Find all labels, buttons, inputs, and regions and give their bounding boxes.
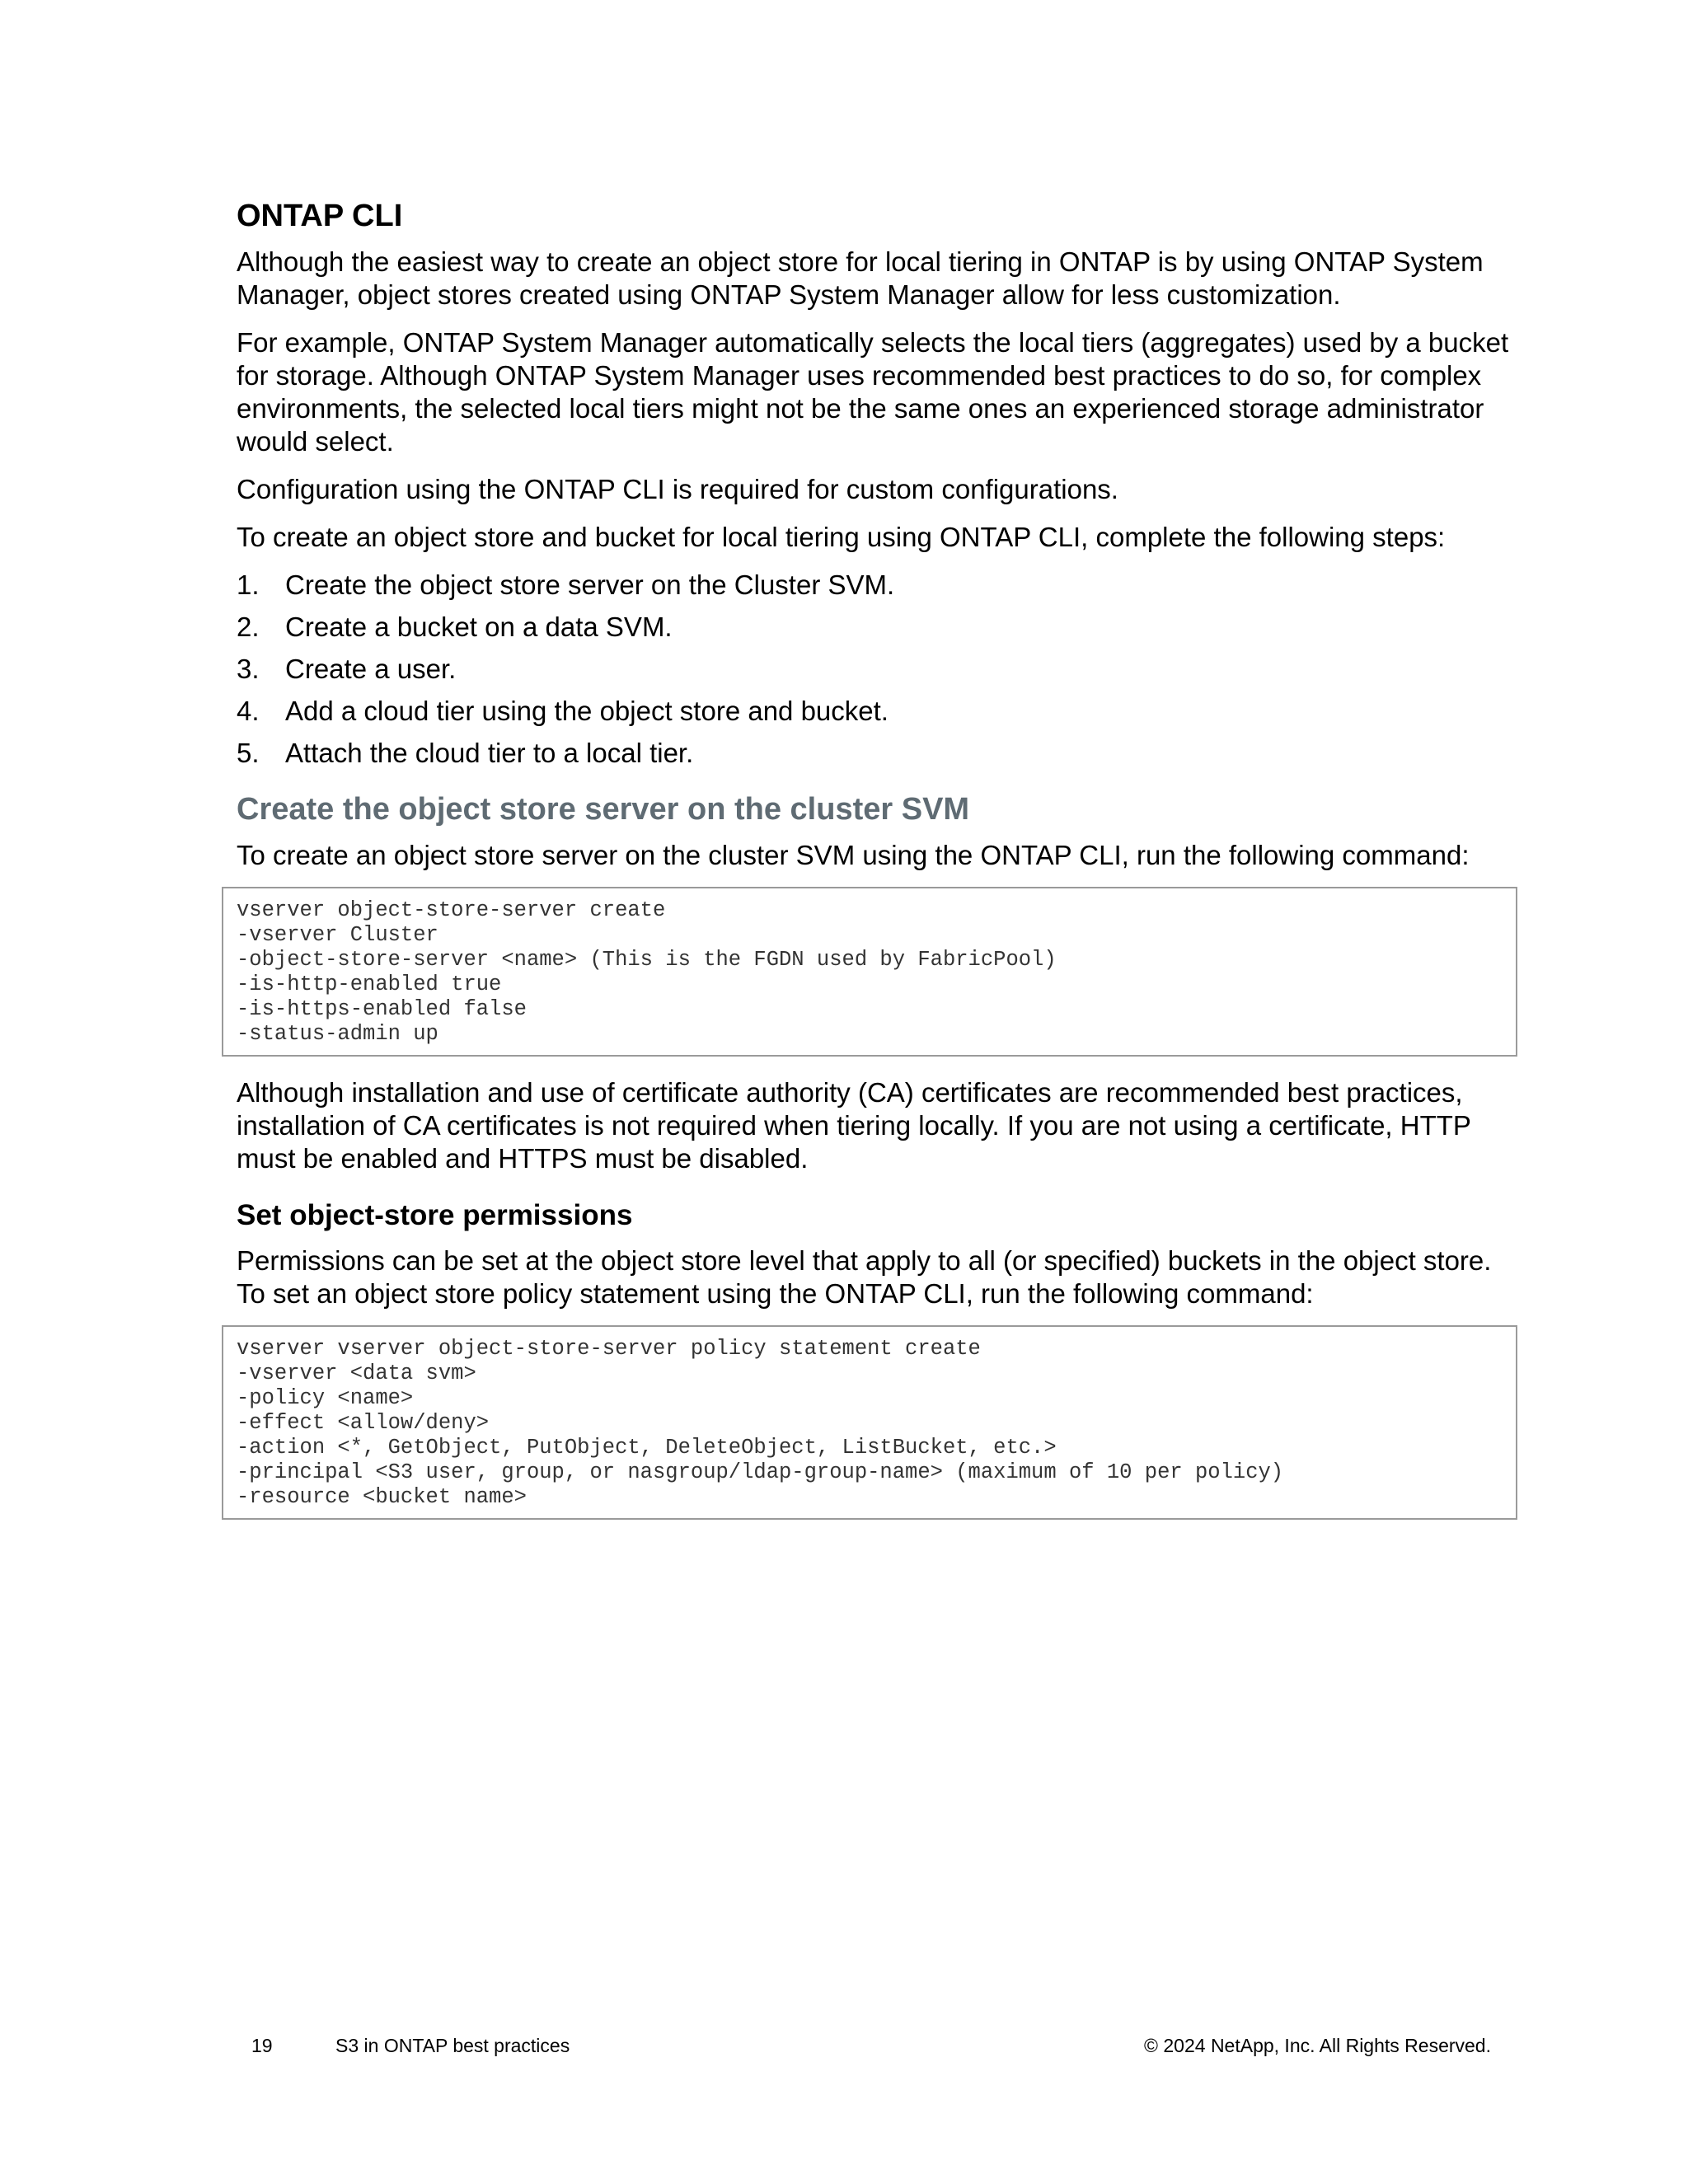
- section1-intro: To create an object store server on the cluster SVM using the ONTAP CLI, run the following command:: [237, 840, 1470, 870]
- code-line: -effect <allow/deny>: [237, 1411, 490, 1435]
- step-number: 3.: [237, 654, 260, 684]
- footer-copyright: © 2024 NetApp, Inc. All Rights Reserved.: [1144, 2035, 1491, 2056]
- page-content: [237, 194, 1522, 1540]
- heading-create-object-store-server: Create the object store server on the cluster SVM: [237, 792, 970, 827]
- step-text: Create a bucket on a data SVM.: [285, 612, 673, 642]
- code-line: vserver object-store-server create: [237, 898, 666, 922]
- step-text: Create a user.: [285, 654, 457, 684]
- list-item: [237, 611, 1522, 644]
- code-block-create-server: [222, 887, 1517, 1057]
- footer-doc-title: S3 in ONTAP best practices: [335, 2035, 570, 2056]
- list-item: [237, 695, 1522, 728]
- code-line: vserver vserver object-store-server policy statement create: [237, 1337, 981, 1361]
- code-line: -is-https-enabled false: [237, 997, 527, 1021]
- heading-set-permissions: Set object-store permissions: [237, 1199, 633, 1231]
- code-line: -is-http-enabled true: [237, 972, 502, 996]
- code-line: -object-store-server <name> (This is the FGDN used by FabricPool): [237, 948, 1057, 972]
- code-block-policy-statement: [222, 1325, 1517, 1520]
- step-number: 1.: [237, 569, 260, 600]
- step-text: Attach the cloud tier to a local tier.: [285, 738, 694, 768]
- page-footer: [0, 2032, 1688, 2059]
- list-item: [237, 653, 1522, 686]
- list-item: [237, 737, 1522, 770]
- heading-ontap-cli: ONTAP CLI: [237, 199, 403, 233]
- code-line: -principal <S3 user, group, or nasgroup/ldap-group-name> (maximum of 10 per policy): [237, 1460, 1284, 1484]
- code-line: -action <*, GetObject, PutObject, DeleteObject, ListBucket, etc.>: [237, 1436, 1057, 1460]
- steps-list: [237, 569, 1522, 770]
- step-text: Add a cloud tier using the object store and bucket.: [285, 696, 889, 726]
- step-number: 5.: [237, 738, 260, 768]
- code-line: -vserver <data svm>: [237, 1361, 476, 1385]
- footer-page-number: 19: [251, 2035, 273, 2056]
- section2-intro: Permissions can be set at the object store level that apply to all (or specified) buckets in the object store. To set an object store policy statement using the ONTAP CLI, run the following command:: [237, 1245, 1492, 1309]
- intro-paragraph-4: To create an object store and bucket for local tiering using ONTAP CLI, complete the following steps:: [237, 522, 1446, 552]
- step-number: 2.: [237, 612, 260, 642]
- list-item: [237, 569, 1522, 602]
- section1-note: Although installation and use of certificate authority (CA) certificates are recommended best practices, installation of CA certificates is not required when tiering locally. If you are not using a certificate, HTTP must be enabled and HTTPS must be disabled.: [237, 1077, 1471, 1174]
- code-line: -resource <bucket name>: [237, 1485, 527, 1509]
- intro-paragraph-1: Although the easiest way to create an object store for local tiering in ONTAP is by using ONTAP System Manager, object stores created using ONTAP System Manager allow for less customization.: [237, 246, 1484, 310]
- code-line: -status-admin up: [237, 1022, 438, 1046]
- code-line: -vserver Cluster: [237, 923, 438, 947]
- intro-paragraph-3: Configuration using the ONTAP CLI is required for custom configurations.: [237, 474, 1118, 504]
- code-line: -policy <name>: [237, 1386, 414, 1410]
- intro-paragraph-2: For example, ONTAP System Manager automatically selects the local tiers (aggregates) used by a bucket for storage. Although ONTAP System Manager uses recommended best practices to do so, for complex environments, the selected local tiers might not be the same ones an experienced storage administrator would select.: [237, 327, 1509, 457]
- step-text: Create the object store server on the Cluster SVM.: [285, 569, 895, 600]
- step-number: 4.: [237, 696, 260, 726]
